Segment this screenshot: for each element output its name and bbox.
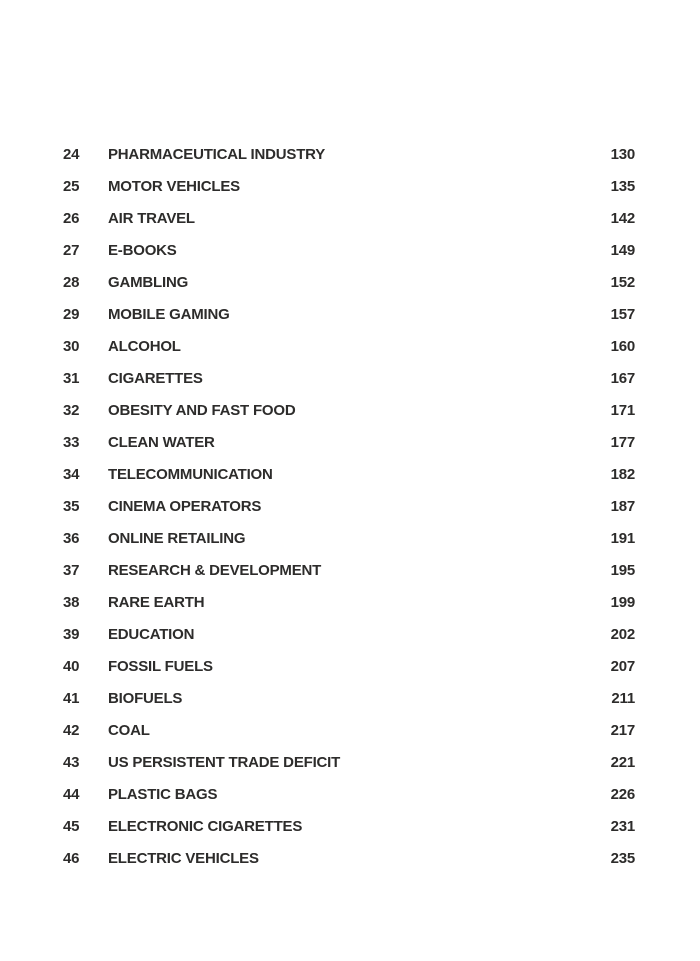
chapter-title: AIR TRAVEL	[108, 209, 195, 227]
toc-entry	[63, 842, 635, 874]
chapter-page-number: 195	[610, 561, 635, 579]
chapter-title: FOSSIL FUELS	[108, 657, 213, 675]
chapter-number: 30	[63, 337, 80, 355]
chapter-number: 41	[63, 689, 80, 707]
chapter-page-number: 221	[610, 753, 635, 771]
chapter-number: 32	[63, 401, 80, 419]
chapter-number: 46	[63, 849, 80, 867]
chapter-title: US PERSISTENT TRADE DEFICIT	[108, 753, 341, 771]
chapter-title: EDUCATION	[108, 625, 195, 643]
chapter-number: 34	[63, 465, 80, 483]
chapter-title: RESEARCH & DEVELOPMENT	[108, 561, 322, 579]
toc-entry	[63, 362, 635, 394]
chapter-title: BIOFUELS	[108, 689, 183, 707]
chapter-number: 26	[63, 209, 80, 227]
chapter-number: 40	[63, 657, 80, 675]
chapter-title: ALCOHOL	[108, 337, 181, 355]
chapter-number: 29	[63, 305, 80, 323]
toc-entry	[63, 650, 635, 682]
toc-entry	[63, 138, 635, 170]
toc-entry	[63, 490, 635, 522]
chapter-page-number: 202	[610, 625, 635, 643]
chapter-title: ELECTRONIC CIGARETTES	[108, 817, 303, 835]
chapter-page-number: 177	[610, 433, 635, 451]
toc-entry	[63, 170, 635, 202]
chapter-page-number: 226	[610, 785, 635, 803]
chapter-title: RARE EARTH	[108, 593, 205, 611]
chapter-page-number: 157	[610, 305, 635, 323]
chapter-title: PLASTIC BAGS	[108, 785, 218, 803]
chapter-number: 35	[63, 497, 80, 515]
chapter-page-number: 217	[610, 721, 635, 739]
toc-entry	[63, 234, 635, 266]
chapter-page-number: 235	[610, 849, 635, 867]
chapter-title: OBESITY AND FAST FOOD	[108, 401, 296, 419]
toc-entry	[63, 714, 635, 746]
chapter-title: ELECTRIC VEHICLES	[108, 849, 259, 867]
chapter-number: 36	[63, 529, 80, 547]
chapter-number: 28	[63, 273, 80, 291]
chapter-number: 44	[63, 785, 80, 803]
chapter-title: MOTOR VEHICLES	[108, 177, 240, 195]
chapter-page-number: 152	[610, 273, 635, 291]
toc-entry	[63, 522, 635, 554]
toc-entry	[63, 330, 635, 362]
toc-entry	[63, 778, 635, 810]
chapter-number: 45	[63, 817, 80, 835]
chapter-title: CINEMA OPERATORS	[108, 497, 262, 515]
chapter-number: 39	[63, 625, 80, 643]
chapter-title: ONLINE RETAILING	[108, 529, 246, 547]
chapter-page-number: 207	[610, 657, 635, 675]
chapter-number: 33	[63, 433, 80, 451]
chapter-page-number: 167	[610, 369, 635, 387]
chapter-page-number: 149	[610, 241, 635, 259]
chapter-page-number: 142	[610, 209, 635, 227]
chapter-title: MOBILE GAMING	[108, 305, 230, 323]
toc-entry	[63, 810, 635, 842]
toc-entry	[63, 682, 635, 714]
toc-entry	[63, 298, 635, 330]
toc-list	[63, 138, 635, 874]
chapter-page-number: 135	[610, 177, 635, 195]
chapter-number: 25	[63, 177, 80, 195]
chapter-number: 24	[63, 145, 80, 163]
chapter-page-number: 211	[611, 689, 635, 707]
toc-entry	[63, 426, 635, 458]
chapter-page-number: 171	[610, 401, 635, 419]
chapter-page-number: 187	[610, 497, 635, 515]
chapter-title: E-BOOKS	[108, 241, 177, 259]
chapter-number: 43	[63, 753, 80, 771]
toc-entry	[63, 202, 635, 234]
toc-entry	[63, 266, 635, 298]
toc-entry	[63, 618, 635, 650]
chapter-page-number: 199	[610, 593, 635, 611]
chapter-page-number: 130	[610, 145, 635, 163]
chapter-title: PHARMACEUTICAL INDUSTRY	[108, 145, 326, 163]
chapter-number: 37	[63, 561, 80, 579]
chapter-page-number: 191	[610, 529, 635, 547]
toc-entry	[63, 394, 635, 426]
chapter-title: GAMBLING	[108, 273, 189, 291]
toc-entry	[63, 746, 635, 778]
chapter-title: COAL	[108, 721, 150, 739]
chapter-title: CIGARETTES	[108, 369, 203, 387]
chapter-page-number: 231	[610, 817, 635, 835]
chapter-number: 27	[63, 241, 80, 259]
chapter-number: 38	[63, 593, 80, 611]
chapter-title: CLEAN WATER	[108, 433, 215, 451]
toc-entry	[63, 458, 635, 490]
chapter-page-number: 182	[610, 465, 635, 483]
chapter-page-number: 160	[610, 337, 635, 355]
chapter-number: 42	[63, 721, 80, 739]
toc-entry	[63, 586, 635, 618]
chapter-number: 31	[63, 369, 80, 387]
toc-entry	[63, 554, 635, 586]
chapter-title: TELECOMMUNICATION	[108, 465, 273, 483]
